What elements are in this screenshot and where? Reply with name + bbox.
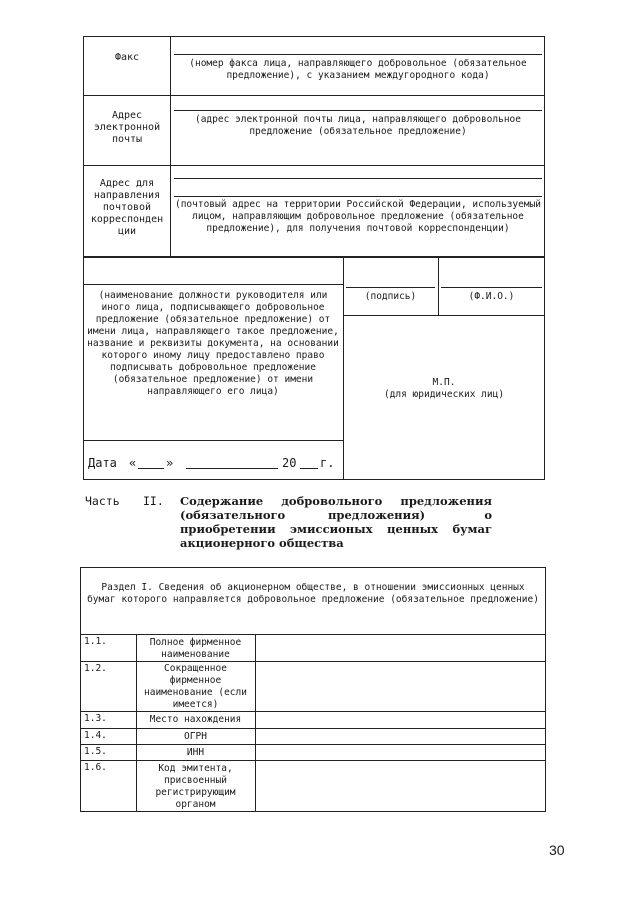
row-divider <box>83 95 545 96</box>
contact-table-divider <box>170 36 171 257</box>
part-label: Часть <box>85 494 120 508</box>
fio-input-line[interactable] <box>441 287 542 288</box>
row-number: 1.6. <box>84 762 107 773</box>
row-divider <box>83 165 545 166</box>
row-number: 1.3. <box>84 713 107 724</box>
postal-label: Адрес для направления почтовой корреспонден ции <box>90 178 164 237</box>
stamp-label: М.П. <box>432 377 456 388</box>
postal-input-line[interactable] <box>174 196 542 197</box>
position-input-line[interactable] <box>83 284 343 285</box>
position-caption: (наименование должности руководителя или иного лица, подписывающего добровольное предложение (обязательное предложение) от имени лица, направляющего такое предложение, название и реквизиты документа, на основании которого иному лицу предоставлено право подписывать добровольное предложение (обязательное предложение) от имени направляющего его лица) <box>87 290 339 397</box>
part-title-line2 <box>180 508 492 522</box>
stamp-note: (для юридических лиц) <box>383 389 505 400</box>
row-number: 1.2. <box>84 663 107 674</box>
fax-label: Факс <box>114 52 140 63</box>
date-field <box>88 455 338 471</box>
row-divider <box>343 315 545 316</box>
row-number: 1.4. <box>84 730 107 741</box>
row-name: Полное фирменное наименование <box>149 637 242 660</box>
part-title-text: Содержание добровольного предложения <box>180 494 492 508</box>
date-open-quote: « <box>129 456 137 470</box>
year-suffix: г. <box>320 456 335 470</box>
row-divider <box>83 440 343 441</box>
row-value-field[interactable] <box>257 662 544 710</box>
row-number: 1.5. <box>84 746 107 757</box>
row-name: ОГРН <box>184 731 207 742</box>
fio-caption: (Ф.И.О.) <box>468 291 515 302</box>
row-name: ИНН <box>186 747 205 758</box>
part-title-text: о <box>484 508 492 522</box>
row-name: Сокращенное фирменное наименование (если имеется) <box>144 663 247 710</box>
part-title-text: предложения) <box>328 508 426 522</box>
fax-input-line[interactable] <box>174 54 542 55</box>
part-number: II. <box>143 494 164 508</box>
part-title-line4 <box>180 536 492 550</box>
email-input-line[interactable] <box>174 110 542 111</box>
date-label: Дата <box>88 456 117 470</box>
email-label: Адрес электронной почты <box>93 110 161 145</box>
row-name: Место нахождения <box>149 714 242 725</box>
signature-fio-divider <box>438 257 439 315</box>
fax-caption: (номер факса лица, направляющего добровольное (обязательное предложение), с указанием междугородного кода) <box>189 58 527 81</box>
row-name: Код эмитента, присвоенный регистрирующим органом <box>155 763 236 810</box>
part-title-line3 <box>180 522 492 536</box>
row-number: 1.1. <box>84 636 107 647</box>
row-value-field[interactable] <box>257 729 544 743</box>
postal-input-line[interactable] <box>174 178 542 179</box>
row-value-field[interactable] <box>257 635 544 660</box>
section1-heading: Раздел I. Сведения об акционерном обществе, в отношении эмиссионных ценных бумаг которого направляется добровольное предложение (обязательное предложение) <box>87 582 539 605</box>
row-value-field[interactable] <box>257 745 544 759</box>
part-title-line1 <box>180 494 492 508</box>
part-title-text: (обязательного <box>180 508 286 522</box>
row-value-field[interactable] <box>257 761 544 811</box>
part-title-text: акционерного общества <box>180 536 344 550</box>
part-title-text: приобретении эмиссионых ценных бумаг <box>180 522 492 536</box>
date-close-quote: » <box>166 456 174 470</box>
signature-table-divider <box>343 257 344 480</box>
page-number: 30 <box>549 842 565 858</box>
signature-input-line[interactable] <box>346 287 435 288</box>
row-value-field[interactable] <box>257 712 544 727</box>
month-input[interactable] <box>186 468 278 469</box>
postal-caption: (почтовый адрес на территории Российской Федерации, используемый лицом, направляющим добровольное предложение (обязательное предложение), для получения почтовой корреспонденции) <box>174 199 542 234</box>
email-caption: (адрес электронной почты лица, направляющего добровольное предложение (обязательное предложение) <box>194 114 521 137</box>
day-input[interactable] <box>138 468 164 469</box>
year-prefix: 20 <box>282 456 297 470</box>
signature-caption: (подпись) <box>364 291 417 302</box>
year-input[interactable] <box>300 468 318 469</box>
